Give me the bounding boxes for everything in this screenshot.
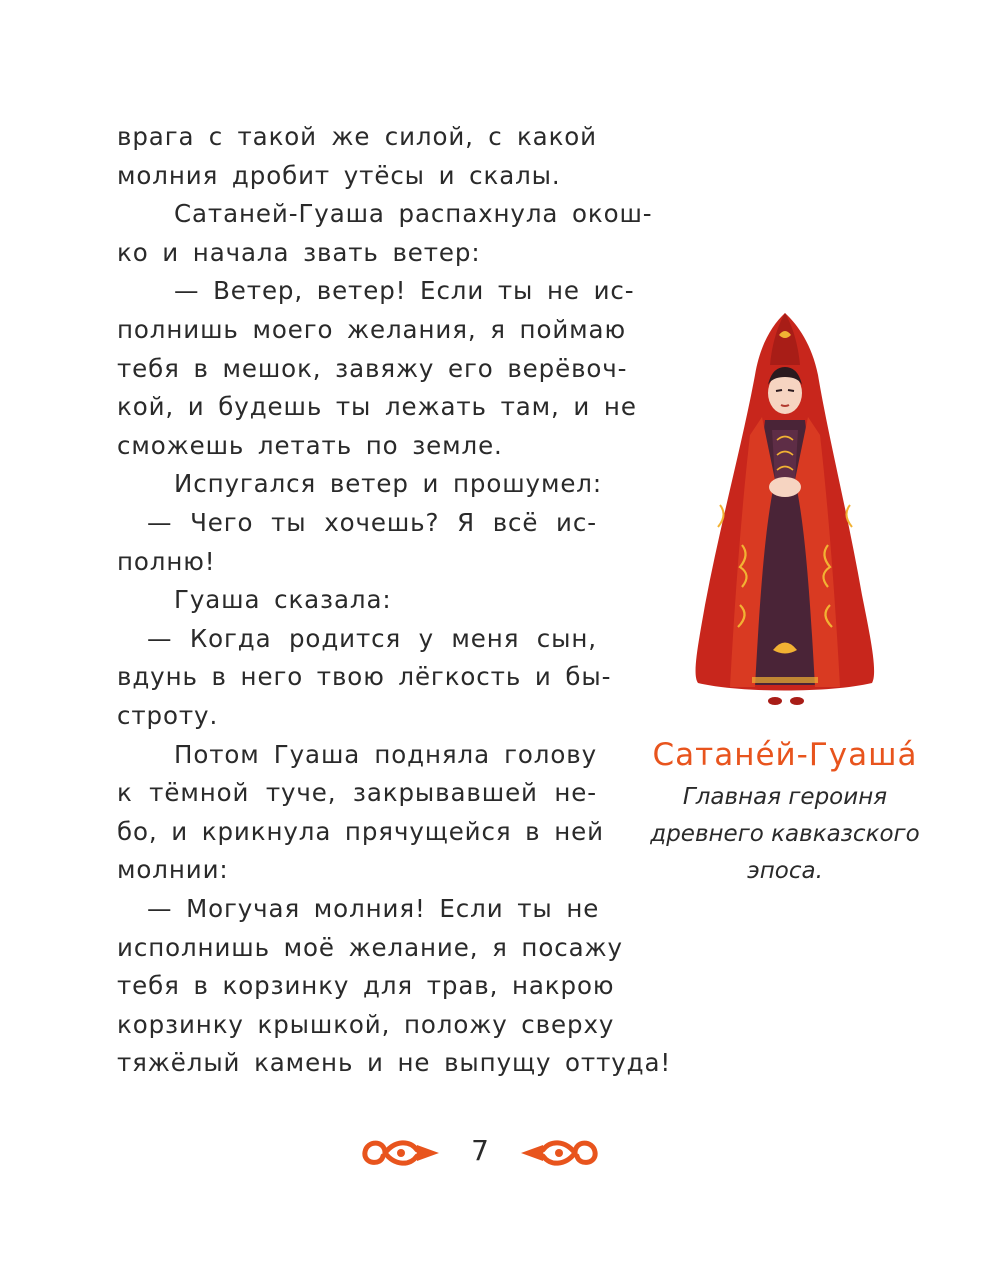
text-line: тяжёлый камень и не выпущу оттуда! bbox=[117, 1048, 672, 1078]
text-line: Испугался ветер и прошумел: bbox=[174, 469, 603, 499]
text-line: строту. bbox=[117, 701, 219, 730]
text-line: корзинку крышкой, положу сверху bbox=[117, 1009, 615, 1039]
page-number: 7 bbox=[471, 1134, 489, 1167]
text-line: молния дробит утёсы и скалы. bbox=[117, 160, 561, 190]
text-line: к тёмной туче, закрывавшей не- bbox=[117, 778, 597, 808]
text-line: полню! bbox=[117, 546, 216, 576]
text-line: Гуаша сказала: bbox=[174, 585, 392, 615]
character-description-line: Главная героиня bbox=[682, 784, 888, 810]
text-line: бо, и крикнула прячущейся в ней bbox=[117, 816, 604, 846]
text-line: тебя в мешок, завяжу его верёвоч- bbox=[117, 353, 628, 383]
ornament-left-icon bbox=[355, 1130, 445, 1176]
character-name: Сатане́й-Гуаша́ bbox=[652, 737, 918, 773]
text-line: ко и начала звать ветер: bbox=[117, 237, 481, 267]
character-illustration bbox=[680, 305, 890, 715]
text-line: — Когда родится у меня сын, bbox=[147, 623, 597, 653]
text-line: Сатаней-Гуаша распахнула окош- bbox=[174, 199, 653, 229]
text-line: — Ветер, ветер! Если ты не ис- bbox=[174, 276, 635, 306]
text-line: Потом Гуаша подняла голову bbox=[174, 739, 597, 769]
page-footer bbox=[355, 1130, 605, 1180]
text-line: молнии: bbox=[117, 855, 229, 885]
character-description-line: эпоса. bbox=[747, 858, 823, 884]
character-caption bbox=[650, 735, 920, 890]
character-description-line: древнего кавказского bbox=[650, 821, 920, 847]
text-line: сможешь летать по земле. bbox=[117, 430, 503, 460]
text-line: кой, и будешь ты лежать там, и не bbox=[117, 392, 637, 422]
text-line: врага с такой же силой, с какой bbox=[117, 122, 597, 151]
text-line: — Чего ты хочешь? Я всё ис- bbox=[147, 508, 597, 537]
text-line: исполнишь моё желание, я посажу bbox=[117, 932, 623, 962]
ornament-right-icon bbox=[515, 1130, 605, 1176]
character-description bbox=[650, 779, 920, 890]
text-line: тебя в корзинку для трав, накрою bbox=[117, 971, 615, 1001]
text-line: — Могучая молния! Если ты не bbox=[147, 894, 600, 923]
text-line: полнишь моего желания, я поймаю bbox=[117, 315, 626, 344]
text-line: вдунь в него твою лёгкость и бы- bbox=[117, 662, 612, 692]
